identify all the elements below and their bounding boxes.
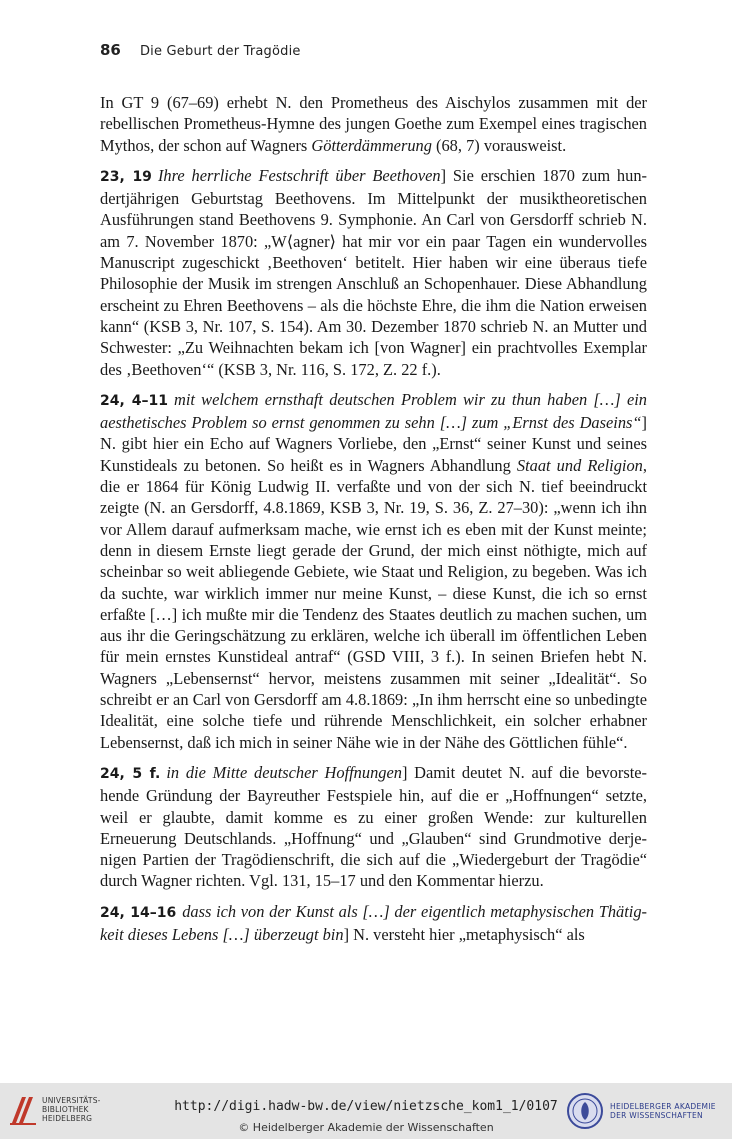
italic-text: Staat und Religion — [516, 455, 643, 475]
italic-text: Ihre herrliche Festschrift über Beethoven — [157, 165, 441, 185]
commentary-paragraph — [100, 762, 647, 892]
footer-bar — [0, 1083, 732, 1139]
library-name: UNIVERSITÄTS- BIBLIOTHEK HEIDELBERG — [42, 1096, 101, 1123]
line-reference: 23, 19 — [100, 168, 152, 185]
paragraph-text: (68, 7) vorausweist. — [431, 135, 567, 155]
paragraph-text: ] Sie erschien 1870 zum hundertjährigen Geburtstag Beethovens. Im Mittelpunkt der musiktheoretischen Ausführungen stand Beethovens 9. Symphonie. An Carl von Gersdorff schrieb N. am 7. November 1870: „W⟨agner⟩ hat mir vor ein paar Tagen ein wundervolles Manuscript zugeschickt ‚Beethoven‘ betitelt. Hier haben wir eine überaus tiefe Philosophie der Musik im strengen Anschluß an Schopenhauer. Diese Abhandlung erscheint zu Ehren Beethovens – als die höchste Ehre, die ihm die Nation erweisen kann“ (KSB 3, Nr. 107, S. 154). Am 30. Dezember 1870 schrieb N. an Mutter und Schwester: „Zu Weihnachten bekam ich [von Wagner] ein prachtvolles Exemplar des ‚Beethoven‘“ (KSB 3, Nr. 116, S. 172, Z. 22 f.). — [100, 165, 647, 379]
italic-text: dass ich von der Kunst als […] der eigentlich metaphysischen Thätigkeit dieses Lebens […] überzeugt bin — [100, 901, 647, 944]
running-title: Die Geburt der Tragödie — [139, 44, 301, 59]
page-number: 86 — [100, 41, 121, 59]
line-reference: 24, 14–16 — [100, 904, 177, 921]
paragraph-text: ] N. gibt hier ein Echo auf Wagners Vorliebe, den „Ernst“ seiner Kunst und seines Kunstideals zu betonen. So heißt es in Wagners Abhandlung — [100, 413, 647, 475]
italic-text: mit welchem ernsthaft deutschen Problem wir zu thun haben […] ein aesthetisches Problem so ernst genommen zu sehn […] zum „Ernst des Daseins“ — [100, 389, 647, 433]
line-reference: 24, 5 f. — [100, 765, 161, 782]
paragraph-text: ] Damit deutet N. auf die bevorstehende Gründung der Bayreuther Festspiele hin, auf die er „Hoffnungen“ setzte, weil er glaubte, damit komme es zu einer großen Wende: zur kulturellen Erneuerung Deutschlands. „Hoffnung“ und „Glauben“ sind Grundmotive derjenigen Partien der Tragödienschrift, die sich auf die „Wiedergeburt der Tragödie“ durch Wagner richten. Vgl. 131, 15–17 und den Kommentar hierzu. — [100, 762, 647, 891]
commentary-paragraph — [100, 92, 647, 156]
academy-seal-icon — [566, 1092, 604, 1130]
paragraph-text: In GT 9 (67–69) erhebt N. den Prometheus des Aischylos zusammen mit der rebellischen Prometheus-Hymne des jungen Goethe zum Exempel eines tragischen Mythos, der schon auf Wagners — [100, 93, 647, 155]
line-reference: 24, 4–11 — [100, 392, 169, 409]
commentary-paragraph — [100, 165, 647, 380]
commentary-paragraph — [100, 901, 647, 946]
italic-text: in die Mitte deutscher Hoffnungen — [166, 762, 402, 782]
italic-text: Götterdämmerung — [311, 135, 432, 155]
commentary-text — [100, 92, 647, 954]
academy-name: HEIDELBERGER AKADEMIE DER WISSENSCHAFTEN — [610, 1102, 716, 1120]
commentary-paragraph — [100, 389, 647, 753]
paragraph-text: , die er 1864 für König Ludwig II. verfaßte und von der sich N. tief beeindruckt zeigte (N. an Gersdorff, 4.8.1869, KSB 3, Nr. 19, S. 36, Z. 27–30): „wenn ich ihn vor Allem darauf aufmerksam mache, wie ernst ich es eben mit der Kunst meinte; denn in diesem Ernste liegt gerade der Grund, der mich einst nöthigte, mich auf scheinbar so weit abliegende Gebiete, wie Staat und Religion, zu begeben. Was ich da suchte, war wirklich immer nur meine Kunst, – diese Kunst, die ich so ernst erfaßte […] ich mußte mir die Tendenz des Staates deutlich zu machen suchen, um aus ihr die Geringschätzung zu erklären, welche ich überall im öffentlichen Leben für mein ernstes Kunstideal antraf“ (GSD VIII, 3 f.). In seinen Briefen hebt N. Wagners „Lebensernst“ hervor, meistens zusammen mit seiner „Idealität“. So schreibt er an Carl von Gersdorff am 4.8.1869: „In ihm herrscht eine so unbedingte Idealität, eine solche tiefe und rührende Menschlichkeit, ein solcher erhabner Lebensernst, daß ich mich in seiner Nähe wie in der Nähe des Göttlichen fühle“. — [100, 455, 647, 752]
running-header — [100, 40, 301, 66]
copyright-notice: © Heidelberger Akademie der Wissenschaften — [238, 1121, 494, 1134]
paragraph-text: ] N. versteht hier „metaphysisch“ als — [343, 924, 585, 944]
permalink-url[interactable]: http://digi.hadw-bw.de/view/nietzsche_kom1_1/0107 — [174, 1099, 558, 1114]
